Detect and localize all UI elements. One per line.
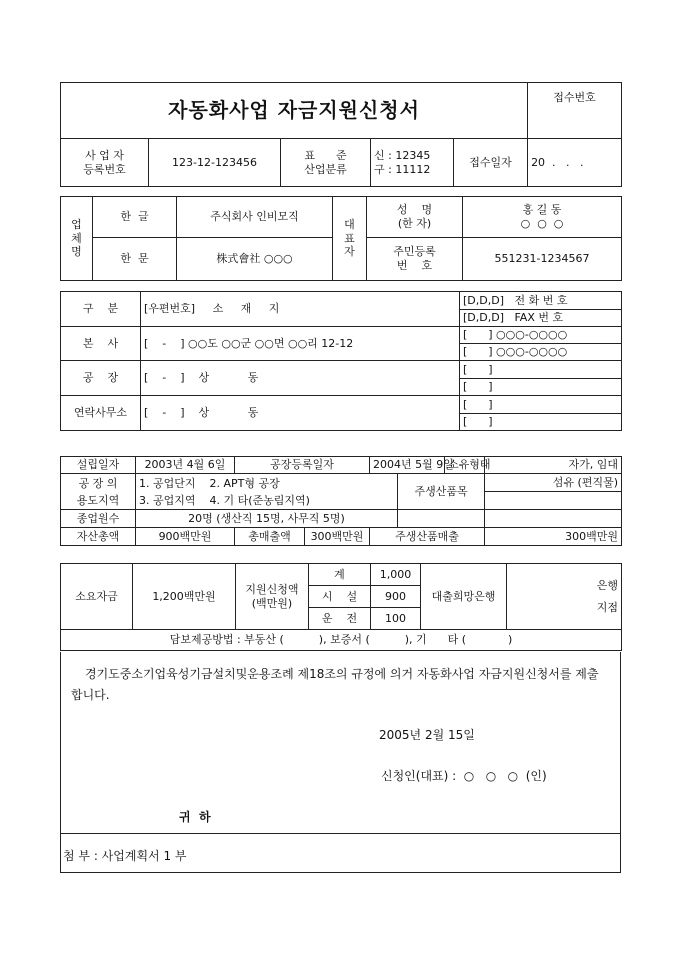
assets-label: 자산총액 — [61, 528, 136, 546]
loc-kind-header: 구 분 — [61, 292, 141, 327]
employees-label: 종업원수 — [61, 510, 136, 528]
industry-label: 표 준 산업분류 — [281, 139, 371, 187]
receipt-date-label: 접수일자 — [454, 139, 528, 187]
factory-reg-value[interactable]: 2004년 5월 9일 — [370, 457, 445, 474]
loc-row-fax[interactable]: [ ] — [460, 379, 622, 396]
site-value[interactable]: 1. 공업단지 2. APT형 공장 3. 공업지역 4. 기 타(준농림지역) — [136, 474, 398, 510]
declaration-box — [60, 652, 621, 873]
company-side-label: 업 체 명 — [61, 197, 93, 281]
product-sales-label: 주생산품매출 — [370, 528, 485, 546]
applicant-line[interactable]: 신청인(대표) : ○ ○ ○ (인) — [381, 769, 547, 783]
resident-label: 주민등록 번 호 — [367, 238, 463, 281]
collateral-row[interactable]: 담보제공방법 : 부동산 ( ), 보증서 ( ), 기 타 ( ) — [61, 630, 622, 651]
declaration-date[interactable]: 2005년 2월 15일 — [379, 728, 475, 742]
loc-row-label: 공 장 — [61, 361, 141, 396]
form-title: 자동화사업 자금지원신청서 — [61, 83, 528, 139]
bank-value[interactable]: 은행 지점 — [507, 564, 622, 630]
industry-value[interactable]: 신 : 12345 구 : 11112 — [371, 139, 454, 187]
loc-row-fax[interactable]: [ ] — [460, 414, 622, 431]
total-value[interactable]: 1,000 — [371, 564, 421, 586]
attachment-line: 첨 부 : 사업계획서 1 부 — [63, 849, 187, 863]
rep-label: 대 표 자 — [333, 197, 367, 281]
bank-label: 대출희망은행 — [421, 564, 507, 630]
requested-label: 지원신청액 (백만원) — [236, 564, 309, 630]
loc-fax-header: [D,D,D] FAX 번 호 — [460, 310, 622, 327]
assets-value[interactable]: 900백만원 — [136, 528, 235, 546]
main-product-value[interactable]: 섬유 (편직물) — [485, 474, 622, 492]
loc-phone-header: [D,D,D] 전 화 번 호 — [460, 292, 622, 310]
ownership-value[interactable]: 자가, 임대 — [485, 457, 622, 474]
factory-reg-label: 공장등록일자 — [235, 457, 370, 474]
total-label: 계 — [309, 564, 371, 586]
operating-value[interactable]: 100 — [371, 608, 421, 630]
hanmun-value[interactable]: 株式會社 ○○○ — [177, 238, 333, 281]
hangul-label: 한 글 — [93, 197, 177, 238]
company-table — [60, 196, 622, 281]
divider — [61, 833, 620, 834]
required-value[interactable]: 1,200백만원 — [133, 564, 236, 630]
funding-table — [60, 563, 622, 651]
loc-row-label: 본 사 — [61, 327, 141, 361]
loc-row-phone[interactable]: [ ] — [460, 396, 622, 414]
details-table — [60, 456, 622, 546]
loc-row-phone[interactable]: [ ] — [460, 361, 622, 379]
loc-address-header: [우편번호] 소 재 지 — [141, 292, 460, 327]
header-table — [60, 82, 622, 187]
employees-value[interactable]: 20명 (생산직 15명, 사무직 5명) — [136, 510, 398, 528]
receipt-no-label: 접수번호 — [553, 91, 596, 104]
facility-value[interactable]: 900 — [371, 586, 421, 608]
operating-label: 운 전 — [309, 608, 371, 630]
biz-reg-value[interactable]: 123-12-123456 — [149, 139, 281, 187]
loc-row-address[interactable]: [ - ] 상 동 — [141, 361, 460, 396]
loc-row-label: 연락사무소 — [61, 396, 141, 431]
loc-row-address[interactable]: [ - ] ○○도 ○○군 ○○면 ○○리 12-12 — [141, 327, 460, 361]
required-label: 소요자금 — [61, 564, 133, 630]
site-label: 공 장 의 용도지역 — [61, 474, 136, 510]
recipient-line: 귀 하 — [179, 810, 211, 824]
declaration-text: 경기도중소기업육성기금설치및운용조례 제18조의 규정에 의거 자동화사업 자금지원신청서를 제출합니다. — [71, 667, 599, 702]
facility-label: 시 설 — [309, 586, 371, 608]
loc-row-fax[interactable]: [ ] ○○○-○○○○ — [460, 344, 622, 361]
location-table — [60, 291, 622, 431]
receipt-date-value[interactable]: 20 . . . — [528, 139, 622, 187]
sales-value[interactable]: 300백만원 — [305, 528, 370, 546]
est-value[interactable]: 2003년 4월 6일 — [136, 457, 235, 474]
hanmun-label: 한 문 — [93, 238, 177, 281]
hangul-value[interactable]: 주식회사 인비모직 — [177, 197, 333, 238]
resident-value[interactable]: 551231-1234567 — [463, 238, 622, 281]
ownership-label: 소유형태 — [445, 457, 485, 474]
main-product-label: 주생산품목 — [398, 474, 485, 510]
loc-row-address[interactable]: [ - ] 상 동 — [141, 396, 460, 431]
biz-reg-label: 사 업 자 등록번호 — [61, 139, 149, 187]
est-label: 설립일자 — [61, 457, 136, 474]
name-label: 성 명 (한 자) — [367, 197, 463, 238]
sales-label: 총매출액 — [235, 528, 305, 546]
product-sales-value[interactable]: 300백만원 — [485, 528, 622, 546]
loc-row-phone[interactable]: [ ] ○○○-○○○○ — [460, 327, 622, 344]
name-value[interactable]: 홍 길 동 ○ ○ ○ — [463, 197, 622, 238]
